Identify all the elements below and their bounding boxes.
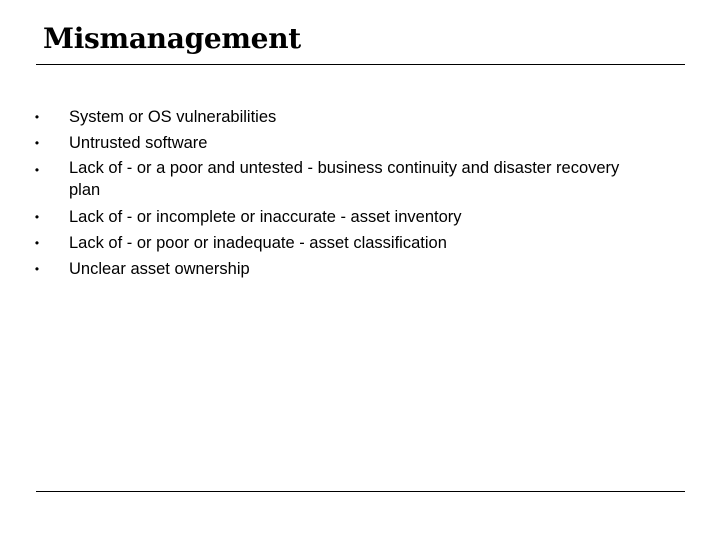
bullet-text: Lack of - or poor or inadequate - asset classification	[69, 234, 447, 252]
list-item	[32, 231, 632, 255]
slide-title: Mismanagement	[43, 22, 301, 55]
bullet-text: Unclear asset ownership	[69, 260, 250, 278]
bullet-text: System or OS vulnerabilities	[69, 108, 277, 126]
bullet-icon: •	[34, 110, 40, 124]
bullet-text: Lack of - or a poor and untested - business continuity and disaster recovery plan	[69, 159, 620, 199]
list-item	[32, 105, 632, 129]
list-item	[32, 131, 632, 155]
bullet-text: Lack of - or incomplete or inaccurate - asset inventory	[69, 208, 462, 226]
footer-divider	[36, 491, 685, 492]
bullet-text: Untrusted software	[69, 134, 208, 152]
bullet-icon: •	[34, 136, 40, 150]
list-item	[32, 257, 632, 281]
bullet-icon: •	[34, 163, 40, 177]
list-item	[32, 157, 632, 201]
bullet-list	[32, 105, 632, 283]
bullet-icon: •	[34, 210, 40, 224]
bullet-icon: •	[34, 262, 40, 276]
list-item	[32, 205, 632, 229]
title-underline	[36, 64, 685, 65]
bullet-icon: •	[34, 236, 40, 250]
